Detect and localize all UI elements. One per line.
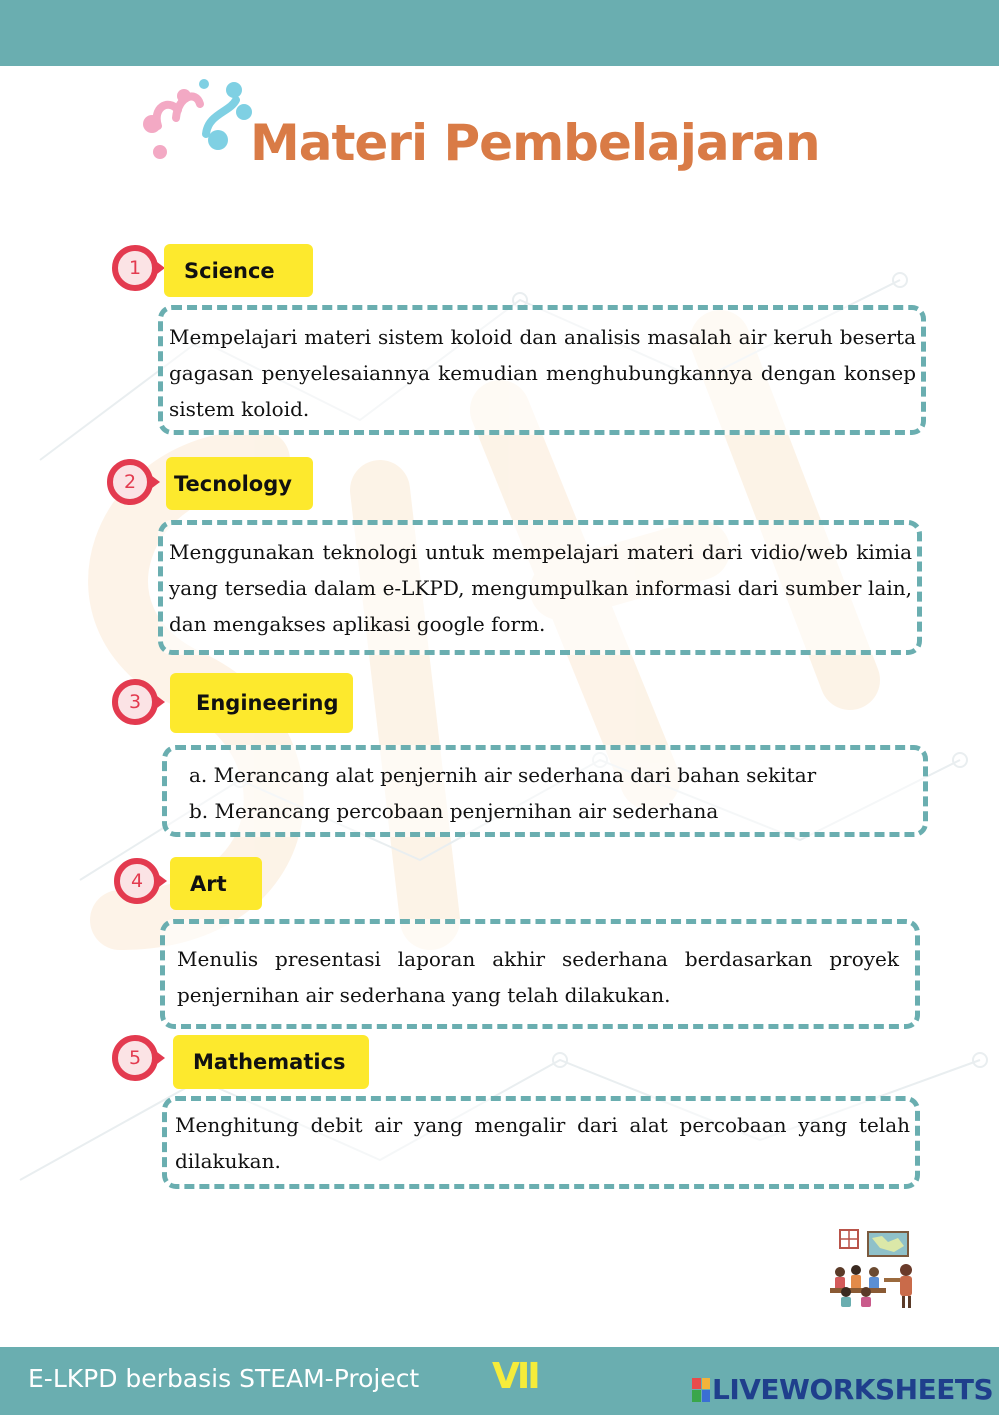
list-item: b. Merancang percobaan penjernihan air sederhana [189,799,719,823]
list-item: a. Merancang alat penjernih air sederhana dari bahan sekitar [189,763,817,787]
section-text: Menulis presentasi laporan akhir sederhana berdasarkan proyek penjernihan air sederhana yang telah dilakukan. [177,947,899,1007]
section-box-art [160,919,920,1029]
section-box-engineering [162,745,928,837]
section-label-engineering: Engineering [170,673,353,733]
footer-title: E-LKPD berbasis STEAM-Project [28,1364,420,1393]
section-label-mathematics: Mathematics [173,1035,369,1089]
section-box-technology [158,520,922,655]
molecule-decoration-icon [138,78,258,160]
liveworksheets-logo[interactable] [692,1373,993,1406]
section-text: Menggunakan teknologi untuk mempelajari materi dari vidio/web kimia yang tersedia dalam e-LKPD, mengumpulkan informasi dari sumber lain, dan mengakses aplikasi google form. [169,540,912,636]
section-text: Menghitung debit air yang mengalir dari alat percobaan yang telah dilakukan. [175,1113,910,1173]
liveworksheets-icon [692,1378,710,1402]
section-number-badge: 5 [112,1035,158,1081]
engineering-list [189,757,918,829]
section-label-science: Science [164,244,313,297]
section-label-art: Art [170,857,262,910]
section-number-badge: 3 [112,679,158,725]
section-label-technology: Tecnology [166,457,313,510]
section-box-mathematics [162,1096,920,1189]
section-number-badge: 4 [114,858,160,904]
section-number-badge: 1 [112,245,158,291]
classroom-illustration-icon [828,1226,920,1310]
top-banner [0,0,999,66]
page-title: Materi Pembelajaran [250,114,820,172]
section-number-badge: 2 [107,459,153,505]
section-box-science [158,305,926,435]
section-text: Mempelajari materi sistem koloid dan analisis masalah air keruh beserta gagasan penyelesaiannya kemudian menghubungkannya dengan konsep sistem koloid. [169,325,916,421]
brand-name: LIVEWORKSHEETS [712,1373,994,1406]
page-number: VII [492,1356,538,1397]
